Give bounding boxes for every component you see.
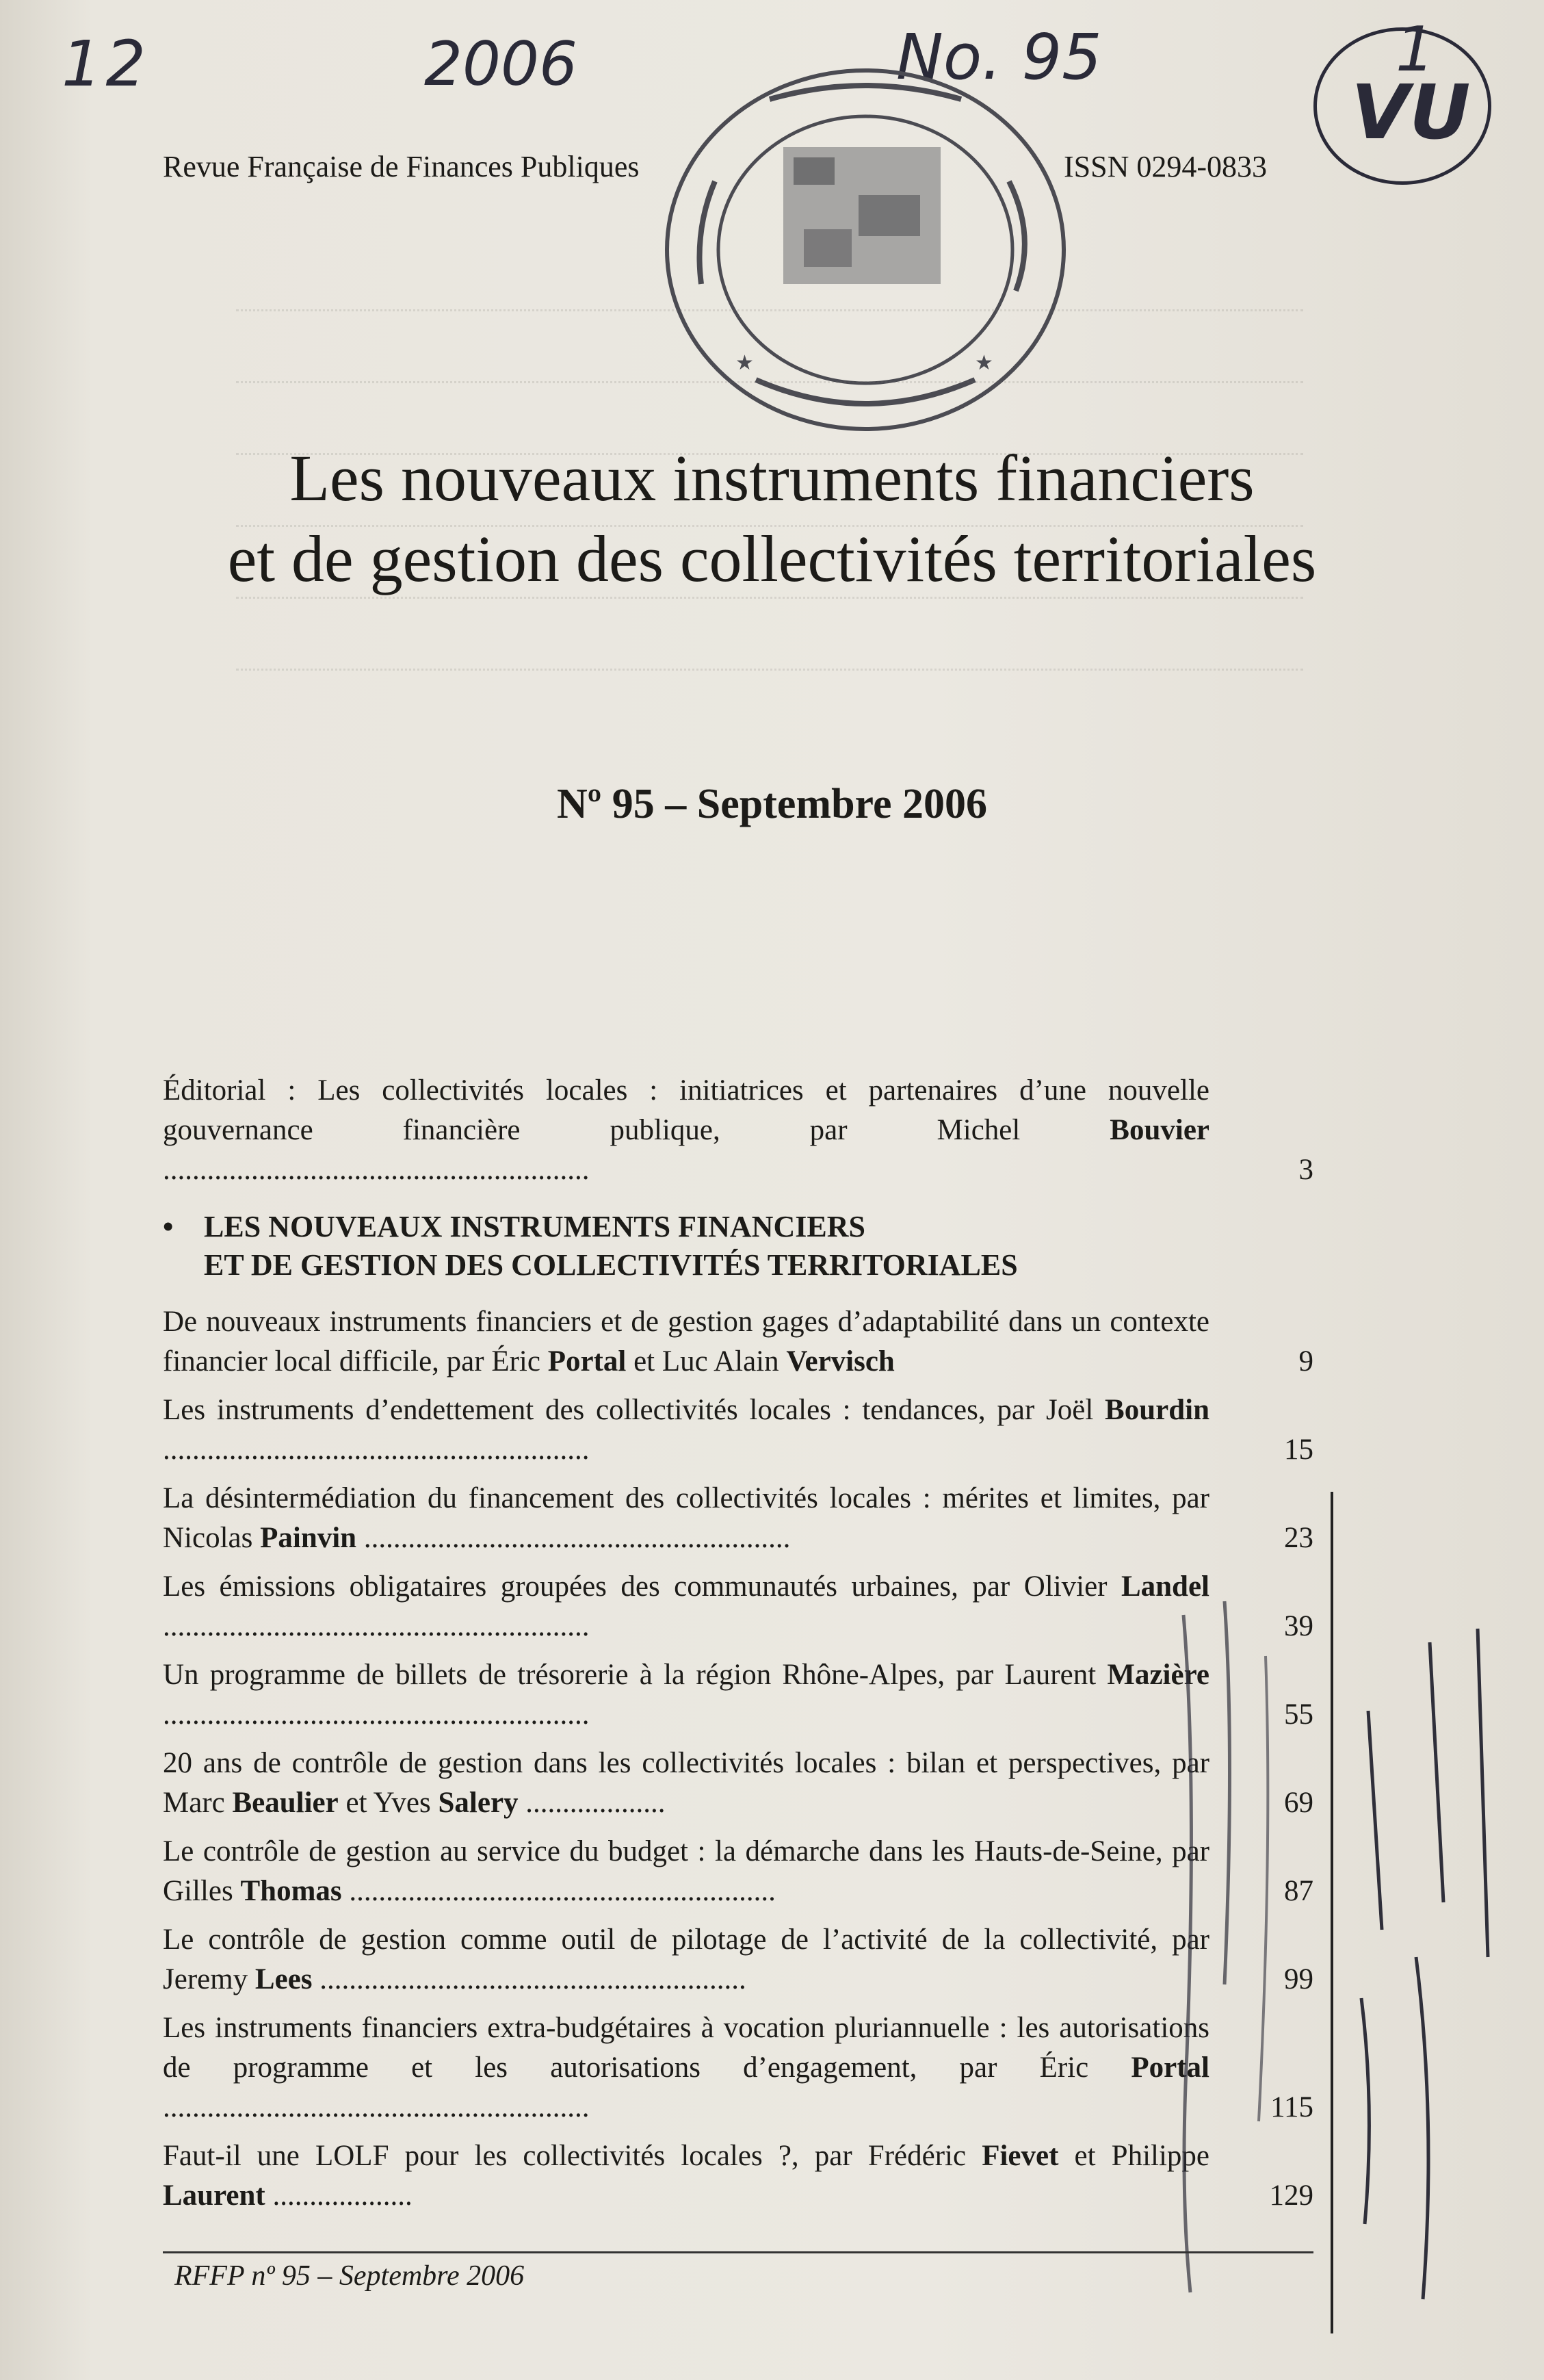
toc-entry-author: Fievet: [982, 2140, 1059, 2172]
toc-dot-leader: ..........................................................: [341, 1875, 776, 1907]
issue-title: [0, 438, 1544, 599]
section-heading-line-2: ET DE GESTION DES COLLECTIVITÉS TERRITORIALES: [204, 1248, 1018, 1282]
toc-entry: [163, 1302, 1313, 1382]
toc-dot-leader: ...................: [265, 2179, 413, 2212]
issue-number: Nº 95 – Septembre 2006: [557, 781, 987, 827]
toc-entry-author: Laurent: [163, 2179, 265, 2212]
toc-entry-text: 20 ans de contrôle de gestion dans les collectivités locales : bilan et perspectives, par Marc: [163, 1747, 1209, 1819]
footer-rule: [163, 2251, 1313, 2253]
toc-entry-author: Thomas: [240, 1875, 342, 1907]
toc-dot-leader: ...................: [518, 1787, 666, 1819]
issn: ISSN 0294-0833: [1064, 150, 1268, 183]
toc-entry-author: Mazière: [1107, 1659, 1209, 1691]
toc-entry: [163, 1479, 1313, 1558]
svg-text:★: ★: [735, 352, 754, 374]
toc-entry-text: Éditorial : Les collectivités locales : initiatrices et partenaires d’une nouvelle gouvernance financière publique, par Michel: [163, 1074, 1209, 1146]
handwritten-vu: VU: [1351, 68, 1471, 156]
toc-entry-text: Le contrôle de gestion au service du budget : la démarche dans les Hauts-de-Seine, par Gilles: [163, 1835, 1209, 1907]
toc-entry-author: Bouvier: [1110, 1114, 1209, 1146]
toc-entry-text: et Yves: [338, 1787, 439, 1819]
toc-entry-text: Un programme de billets de trésorerie à la région Rhône-Alpes, par Laurent: [163, 1659, 1108, 1691]
handwritten-margin-notes: [1122, 1574, 1505, 2327]
toc-entry-author: Vervisch: [786, 1345, 895, 1377]
toc-entry-page: 129: [1269, 2179, 1313, 2212]
toc-entry-author: Bourdin: [1105, 1394, 1209, 1426]
toc-entry-text: La désintermédiation du financement des collectivités locales : mérites et limites, par Nicolas: [163, 1482, 1209, 1554]
toc-entry-page: 69: [1284, 1787, 1313, 1819]
toc-entry-editorial: [163, 1071, 1313, 1190]
toc-entry-page: 9: [1298, 1345, 1313, 1377]
toc-entry-text: De nouveaux instruments financiers et de gestion gages d’adaptabilité dans un contexte financier local difficile, par Éric: [163, 1306, 1209, 1377]
handwritten-number: No. 95: [896, 21, 1102, 94]
toc-dot-leader: ..........................................................: [312, 1963, 746, 1995]
toc-entry-page: 55: [1284, 1698, 1313, 1731]
toc-entry-author: Lees: [254, 1963, 313, 1995]
handwritten-year: 2006: [424, 29, 577, 99]
toc-entry-text: Les instruments financiers extra-budgétaires à vocation pluriannuelle : les autorisations de programme et les autorisations d’engagement, par Éric: [163, 2012, 1209, 2084]
toc-dot-leader: ..........................................................: [163, 2091, 590, 2123]
toc-entry-page: 15: [1284, 1434, 1313, 1466]
journal-name: Revue Française de Finances Publiques: [163, 150, 640, 183]
section-heading-line-1: LES NOUVEAUX INSTRUMENTS FINANCIERS: [204, 1210, 865, 1243]
toc-dot-leader: ..........................................................: [163, 1610, 590, 1642]
issue-title-line-1: Les nouveaux instruments financiers: [289, 441, 1255, 515]
toc-entry-page: 3: [1298, 1154, 1313, 1186]
toc-entry-text: Les émissions obligataires groupées des communautés urbaines, par Olivier: [163, 1570, 1121, 1603]
footer-citation: RFFP nº 95 – Septembre 2006: [174, 2260, 525, 2292]
toc-entry-text: Le contrôle de gestion comme outil de pilotage de l’activité de la collectivité, par Jeremy: [163, 1924, 1209, 1995]
toc-entry-text: et Philippe: [1058, 2140, 1210, 2172]
toc-entry-author: Salery: [438, 1787, 519, 1819]
toc-entry-page: 99: [1284, 1963, 1313, 1995]
toc-entry-text: Faut-il une LOLF pour les collectivités locales ?, par Frédéric: [163, 2140, 982, 2172]
toc-entry-page: 23: [1284, 1522, 1313, 1554]
toc-dot-leader: ..........................................................: [163, 1434, 590, 1466]
toc-entry-page: 87: [1284, 1875, 1313, 1907]
toc-section-heading: [163, 1208, 1313, 1284]
toc-entry-page: 39: [1284, 1610, 1313, 1642]
bullet-icon: •: [163, 1210, 174, 1243]
svg-text:★: ★: [975, 352, 993, 374]
toc-entry-author: Portal: [1131, 2052, 1209, 2084]
toc-entry-author: Landel: [1121, 1570, 1209, 1603]
toc-dot-leader: ..........................................................: [163, 1698, 590, 1731]
toc-dot-leader: ..........................................................: [356, 1522, 791, 1554]
handwritten-volume: 12: [62, 27, 151, 101]
toc-entry-text: et Luc Alain: [626, 1345, 787, 1377]
toc-entry-author: Portal: [547, 1345, 627, 1377]
toc-entry-author: Beaulier: [232, 1787, 339, 1819]
toc-entry-author: Painvin: [260, 1522, 357, 1554]
toc-entry-page: 115: [1270, 2091, 1313, 2123]
issue-title-line-2: et de gestion des collectivités territoriales: [227, 522, 1317, 595]
toc-dot-leader: ..........................................................: [163, 1154, 590, 1186]
toc-entry: [163, 1391, 1313, 1470]
handwritten-vu-number: 1: [1396, 14, 1435, 86]
toc-entry-text: Les instruments d’endettement des collectivités locales : tendances, par Joël: [163, 1394, 1105, 1426]
